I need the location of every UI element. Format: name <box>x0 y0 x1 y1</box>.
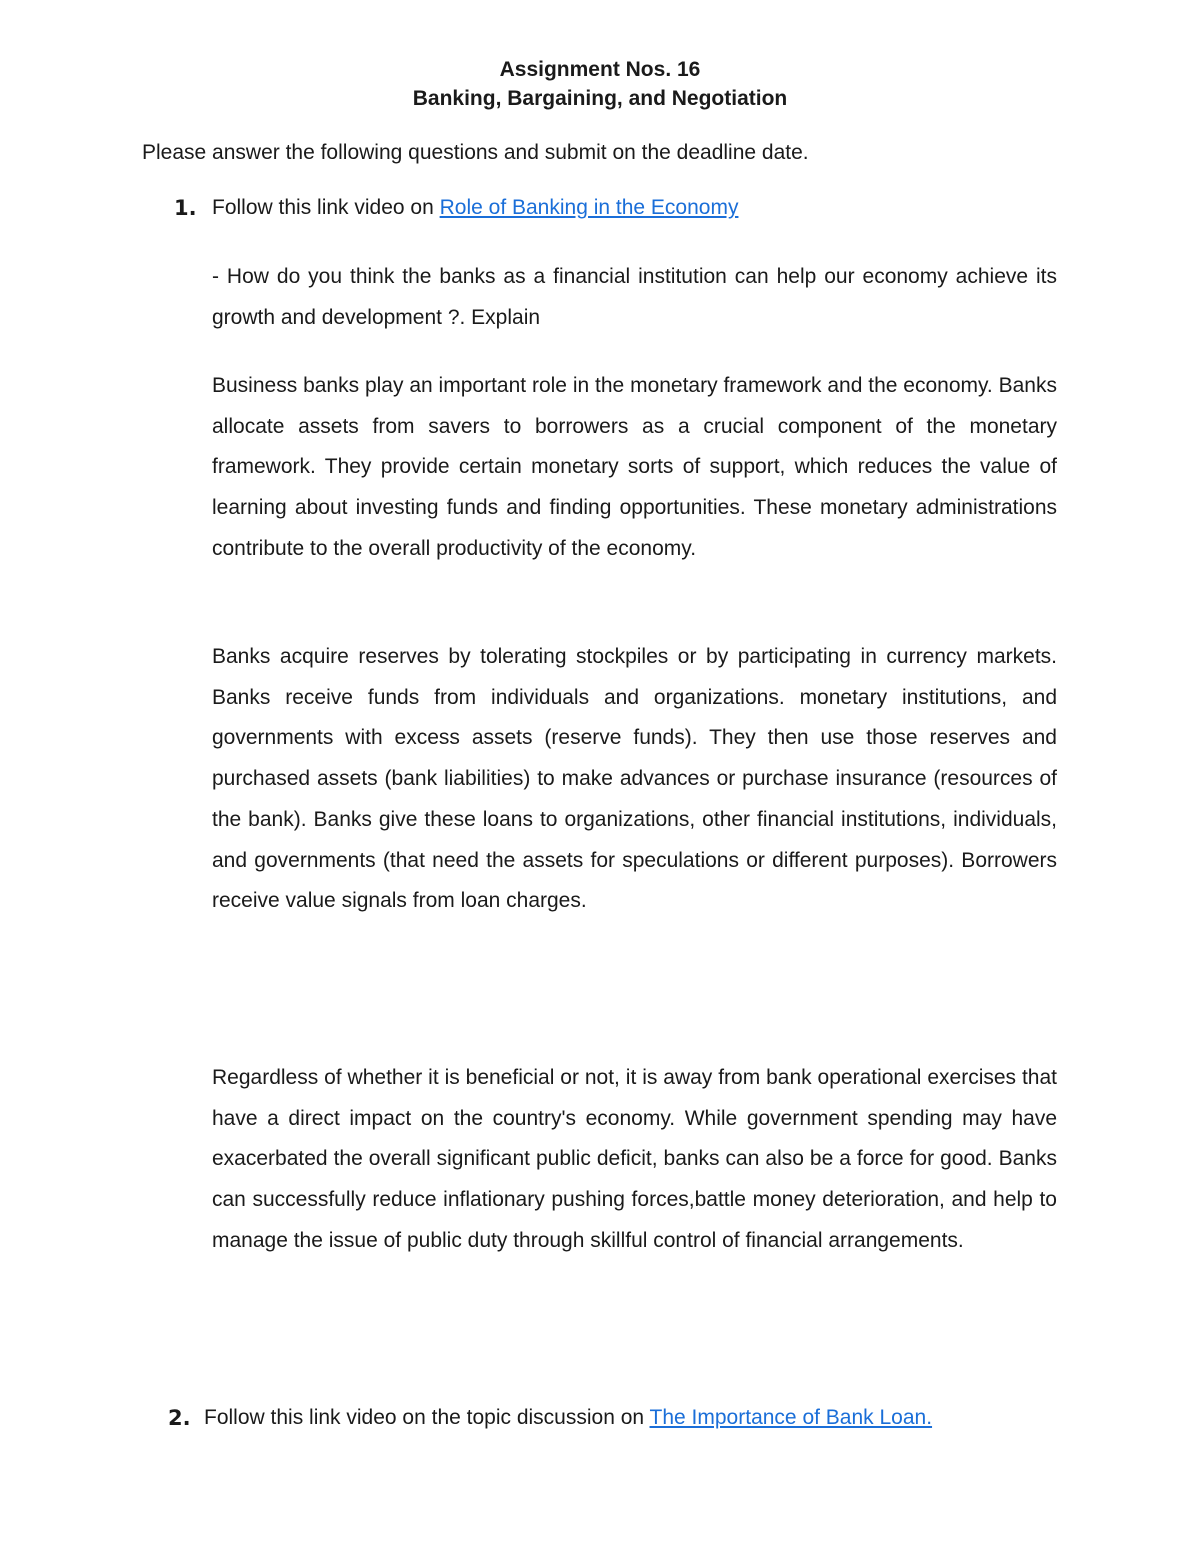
question-2-prompt-text: Follow this link video on the topic discussion on <box>204 1406 650 1429</box>
answer-paragraph-1: Business banks play an important role in the monetary framework and the economy. Banks allocate assets from savers to borrowers as a crucial component of the monetary framework. They provide certain monetary sorts of support, which reduces the value of learning about investing funds and finding opportunities. These monetary administrations contribute to the overall productivity of the economy. <box>212 374 1057 560</box>
question-1-prompt-text: Follow this link video on <box>212 196 440 219</box>
assignment-subtitle: Banking, Bargaining, and Negotiation <box>412 87 788 110</box>
question-1-number: 1. <box>174 196 197 220</box>
question-2-number: 2. <box>168 1406 191 1430</box>
answer-paragraph-3: Regardless of whether it is beneficial or not, it is away from bank operational exercises that have a direct impact on the country's economy. While government spending may have exacerbated the overall significant public deficit, banks can also be a force for good. Banks can successfully reduce inflationary pushing forces,battle money deterioration, and help to manage the issue of public duty through skillful control of financial arrangements. <box>212 1066 1057 1252</box>
answer-paragraph-2: Banks acquire reserves by tolerating stockpiles or by participating in currency markets. Banks receive funds from individuals and organizations. monetary institutions, and governments with excess assets (reserve funds). They then use those reserves and purchased assets (bank liabilities) to make advances or purchase insurance (resources of the bank). Banks give these loans to organizations, other financial institutions, individuals, and governments (that need the assets for speculations or different purposes). Borrowers receive value signals from loan charges. <box>212 645 1057 913</box>
question-2-prompt <box>204 1406 932 1430</box>
question-1-prompt <box>212 196 738 220</box>
assignment-title: Assignment Nos. 16 <box>499 58 701 81</box>
question-1-video-link[interactable]: Role of Banking in the Economy <box>439 196 739 219</box>
question-2-video-link[interactable]: The Importance of Bank Loan. <box>649 1406 933 1429</box>
question-1-sub-question: - How do you think the banks as a financial institution can help our economy achieve its growth and development ?. Explain <box>212 265 1057 329</box>
instructions-text: Please answer the following questions and submit on the deadline date. <box>142 141 809 164</box>
